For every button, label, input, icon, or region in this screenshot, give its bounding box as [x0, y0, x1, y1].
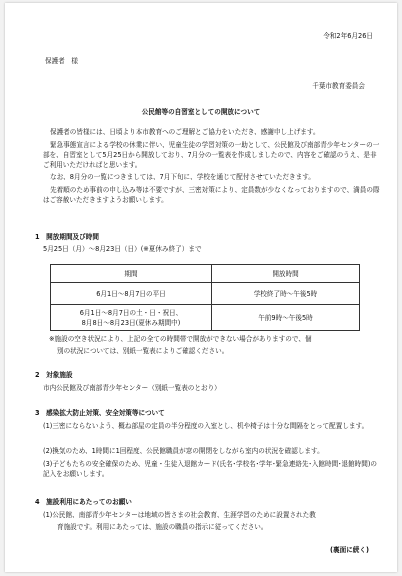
document-page — [5, 3, 397, 572]
continued-note: (裏面に続く) — [330, 546, 369, 554]
intro-paragraph-2: 緊急事態宣言による学校の休業に伴い、児童生徒の学習対策の一助として、公民館及び南部青少年センターの一部を、自習室として5月25日から開放しており、7月分の一覧表を作成しましたので、内容をご確認のうえ、是非ご利用いただければと思います。 — [43, 141, 380, 169]
table-row — [51, 305, 360, 331]
section-3-heading: 3 感染拡大防止対策、安全対策等について — [35, 409, 165, 417]
table-header-hours: 開放時間 — [212, 265, 360, 283]
table-row — [51, 283, 360, 305]
section-3-item-1: (1)三密にならないよう、概ね部屋の定員の半分程度の入室とし、机や椅子は十分な間隔をとって配置します。 — [43, 422, 369, 430]
opening-period: 5月25日（月）～8月23日（日）(※夏休み終了）まで — [43, 245, 202, 253]
table-cell-hours: 学校終了時～午後5時 — [212, 283, 360, 305]
intro-paragraph-4: 先着順のため事前の申し込み等は不要ですが、三密対策により、定員数が少なくなっておりますので、満員の際はご容赦いただきますようお願いします。 — [43, 186, 380, 204]
document-title: 公民館等の自習室としての開放について — [141, 108, 261, 116]
section-2-body: 市内公民館及び南部青少年センター（別紙一覧表のとおり） — [43, 384, 221, 392]
period-line-2: 8月8日～8月23日(夏休み期間中) — [81, 318, 181, 327]
note-line-1: ※施設の空き状況により、上記の全ての時間帯で開放ができない場合がありますので、個 — [49, 335, 312, 343]
table-header-period: 期間 — [51, 265, 212, 283]
table-cell-hours: 午前9時～午後5時 — [212, 305, 360, 331]
period-line-1: 6月1日～8月7日の土・日・祝日、 — [79, 308, 183, 317]
document-date: 令和2年6月26日 — [323, 32, 373, 40]
recipient: 保護者 様 — [45, 57, 78, 65]
section-4-item-1-line-1: (1)公民館、南部青少年センターは地域の皆さまの社会教育、生涯学習のために設置された教 — [43, 511, 316, 519]
sender: 千葉市教育委員会 — [312, 82, 365, 90]
table-cell-period: 6月1日～8月7日の平日 — [51, 283, 212, 305]
intro-paragraph-1: 保護者の皆様には、日頃より本市教育へのご理解とご協力をいただき、感謝申し上げます。 — [50, 128, 320, 136]
section-4-heading: 4 施設利用にあたってのお願い — [35, 498, 132, 506]
section-1-heading: 1 開放期間及び時間 — [35, 233, 99, 241]
table-cell-period — [51, 305, 212, 331]
section-3-item-2: (2)換気のため、1時間に1回程度、公民館職員が窓の開閉をしながら室内の状況を確認します。 — [43, 447, 324, 455]
note-line-2: 別の状況については、別紙一覧表によりご確認ください。 — [57, 347, 229, 355]
section-2-heading: 2 対象施設 — [35, 371, 73, 379]
intro-paragraph-3: なお、8月分の一覧につきましては、7月下旬に、学校を通じて配付させていただきます。 — [50, 173, 315, 181]
section-3-item-3: (3)子どもたちの安全確保のため、児童・生徒入退館カード(氏名･学校名･学年･緊急連絡先･入館時間･退館時間)の記入をお願いします。 — [43, 460, 378, 478]
table-header-row — [51, 265, 360, 283]
section-4-item-1-line-2: 育施設です。利用にあたっては、施設の職員の指示に従ってください。 — [57, 523, 268, 531]
schedule-table — [50, 264, 360, 331]
